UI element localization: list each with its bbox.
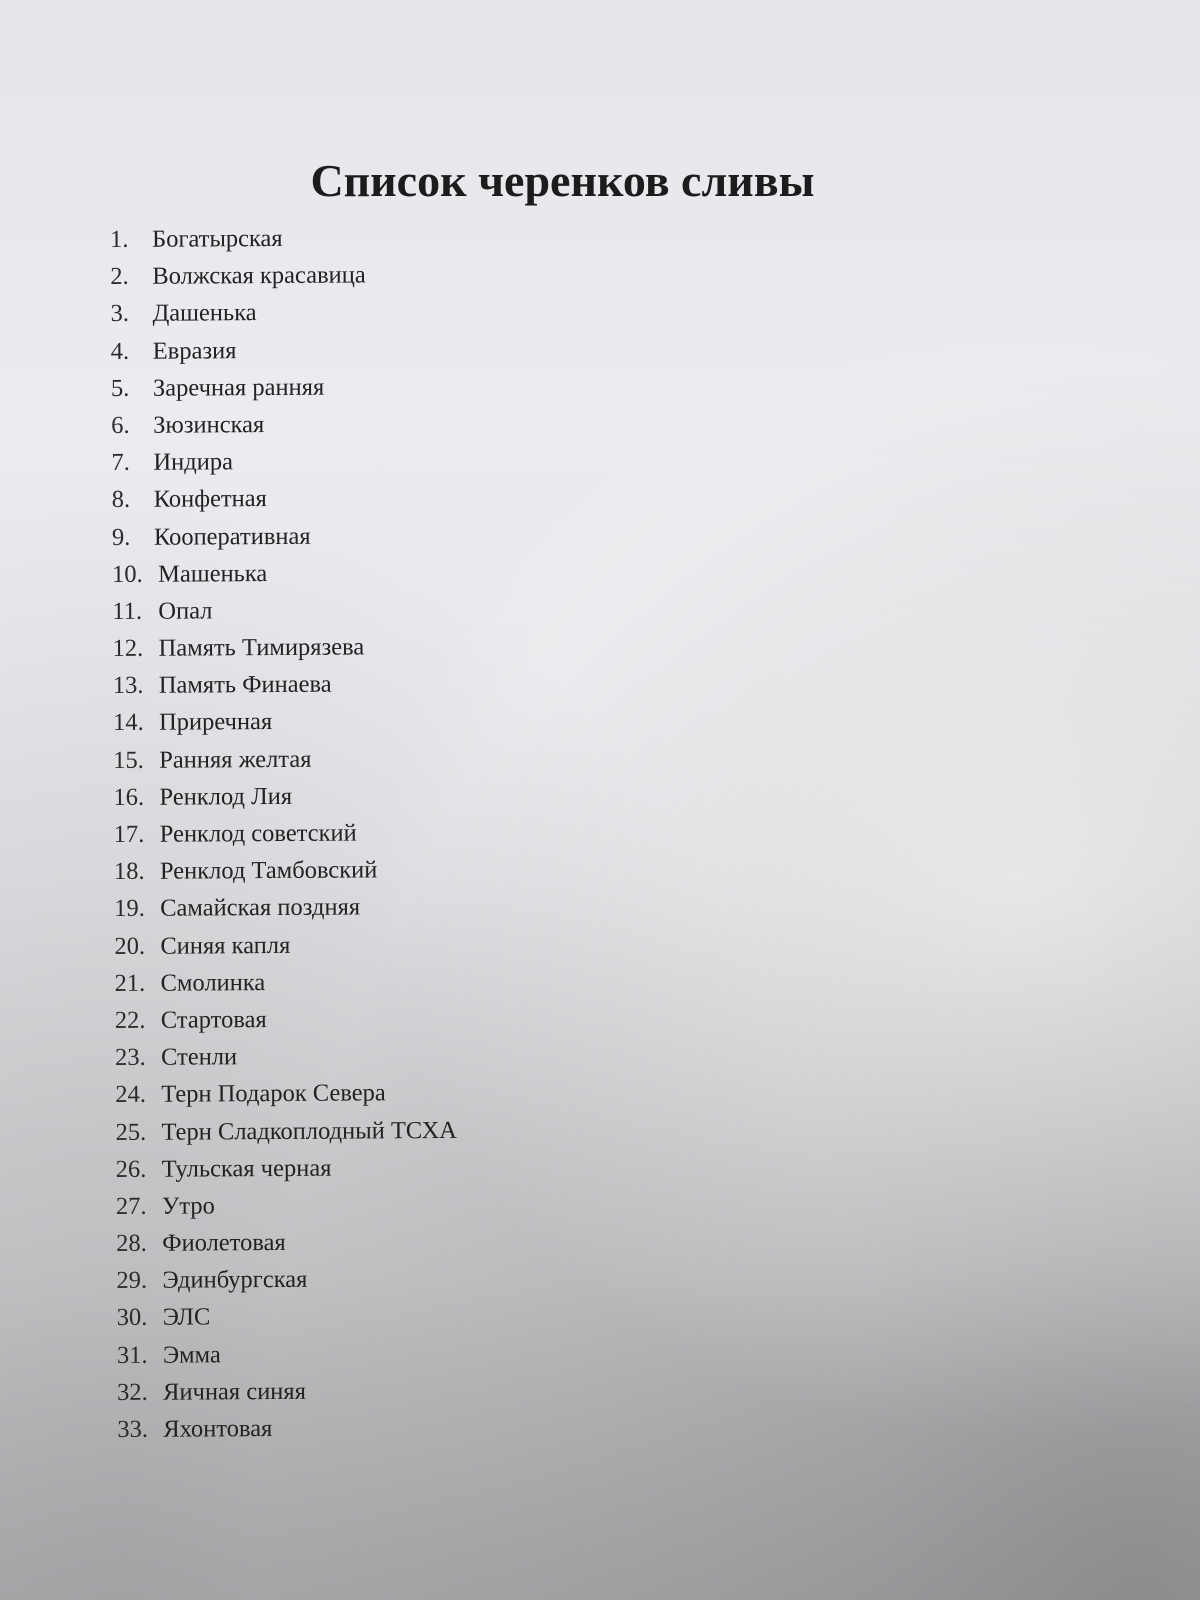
- item-number: 11.: [112, 597, 143, 625]
- item-number: 18.: [113, 857, 145, 886]
- list-item: [112, 559, 454, 598]
- item-label: Самайская поздняя: [160, 893, 361, 923]
- item-number: 6.: [111, 411, 130, 439]
- item-label: Индира: [153, 448, 234, 476]
- item-label: Память Тимирязева: [158, 633, 365, 662]
- item-label: ЭЛС: [162, 1303, 211, 1332]
- list-item: [110, 261, 452, 300]
- item-number: 28.: [116, 1229, 147, 1258]
- list-item: [115, 1042, 457, 1081]
- list-item: [117, 1340, 459, 1379]
- list-item: [112, 596, 454, 635]
- item-label: Эмма: [162, 1340, 221, 1369]
- item-number: 16.: [113, 783, 145, 811]
- item-number: 5.: [110, 374, 130, 402]
- item-label: Утро: [161, 1192, 215, 1220]
- item-number: 9.: [111, 523, 131, 551]
- item-number: 24.: [115, 1081, 147, 1109]
- list-item: [114, 819, 456, 858]
- list-item: [110, 298, 452, 337]
- item-number: 27.: [115, 1192, 147, 1220]
- item-label: Стартовая: [160, 1005, 267, 1034]
- list-item: [113, 670, 455, 709]
- item-label: Смолинка: [160, 968, 266, 997]
- item-number: 23.: [114, 1043, 146, 1072]
- item-number: 15.: [113, 746, 144, 774]
- list-item: [117, 1414, 459, 1453]
- item-number: 33.: [117, 1415, 149, 1443]
- list-item: [115, 1005, 457, 1044]
- item-label: Машенька: [158, 559, 268, 588]
- item-label: Стенли: [160, 1043, 238, 1071]
- list-item: [115, 968, 457, 1007]
- item-label: Зюзинская: [153, 410, 265, 439]
- item-label: Заречная ранняя: [152, 373, 325, 402]
- list-item: [114, 893, 456, 932]
- item-number: 20.: [114, 932, 146, 960]
- item-label: Дашенька: [152, 299, 257, 328]
- item-number: 4.: [110, 337, 130, 365]
- item-number: 3.: [110, 300, 129, 328]
- list-item: [116, 1154, 458, 1193]
- list-item: [113, 745, 455, 784]
- list-item: [115, 1079, 457, 1118]
- item-label: Фиолетовая: [162, 1229, 286, 1257]
- item-number: 26.: [115, 1155, 147, 1183]
- item-label: Ренклод Тамбовский: [159, 856, 378, 885]
- item-label: Память Финаева: [158, 670, 332, 699]
- item-number: 29.: [116, 1267, 148, 1295]
- list-item: [111, 373, 453, 412]
- list-item: [116, 1265, 458, 1304]
- item-label: Евразия: [152, 336, 237, 365]
- item-label: Ренклод советский: [159, 819, 357, 848]
- item-number: 21.: [114, 969, 146, 997]
- list-item: [111, 447, 453, 486]
- item-number: 7.: [111, 449, 130, 477]
- list-item: [112, 484, 454, 523]
- item-label: Яхонтовая: [163, 1415, 273, 1443]
- item-label: Тульская черная: [161, 1154, 332, 1183]
- item-number: 31.: [116, 1341, 148, 1369]
- item-number: 25.: [115, 1118, 147, 1146]
- item-number: 10.: [112, 560, 143, 588]
- item-number: 22.: [114, 1006, 146, 1034]
- list-item: [112, 521, 454, 560]
- item-label: Волжская красавица: [152, 261, 366, 290]
- list-item: [116, 1228, 458, 1267]
- list-item: [117, 1377, 459, 1416]
- item-label: Эдинбургская: [162, 1266, 308, 1294]
- list-item: [112, 633, 454, 672]
- list-item: [110, 224, 452, 263]
- item-label: Яичная синяя: [163, 1377, 307, 1406]
- document-title: Список черенков сливы: [310, 155, 815, 206]
- item-number: 2.: [110, 263, 129, 291]
- item-label: Кооперативная: [153, 522, 311, 551]
- item-number: 17.: [113, 820, 145, 848]
- item-number: 8.: [111, 486, 131, 514]
- list-item: [116, 1191, 458, 1230]
- item-number: 32.: [117, 1378, 148, 1406]
- list-item: [114, 930, 456, 969]
- item-label: Богатырская: [151, 224, 283, 253]
- list-item: [117, 1302, 459, 1341]
- item-label: Опал: [158, 597, 213, 625]
- cuttings-list: [110, 224, 459, 1453]
- item-label: Синяя капля: [160, 931, 291, 960]
- item-label: Ренклод Лия: [159, 782, 293, 811]
- list-item: [111, 410, 453, 449]
- item-number: 30.: [116, 1304, 148, 1332]
- item-number: 12.: [112, 634, 144, 663]
- list-item: [111, 335, 453, 374]
- item-number: 1.: [110, 225, 129, 253]
- item-number: 13.: [112, 672, 144, 700]
- item-label: Приречная: [158, 708, 273, 737]
- list-item: [115, 1116, 457, 1155]
- item-number: 19.: [114, 895, 145, 923]
- item-label: Конфетная: [153, 485, 267, 514]
- item-number: 14.: [112, 709, 144, 737]
- list-item: [113, 782, 455, 821]
- item-label: Терн Сладкоплодный ТСХА: [161, 1116, 458, 1146]
- list-item: [114, 856, 456, 895]
- item-label: Ранняя желтая: [159, 745, 312, 774]
- list-item: [113, 707, 455, 746]
- item-label: Терн Подарок Севера: [161, 1079, 386, 1109]
